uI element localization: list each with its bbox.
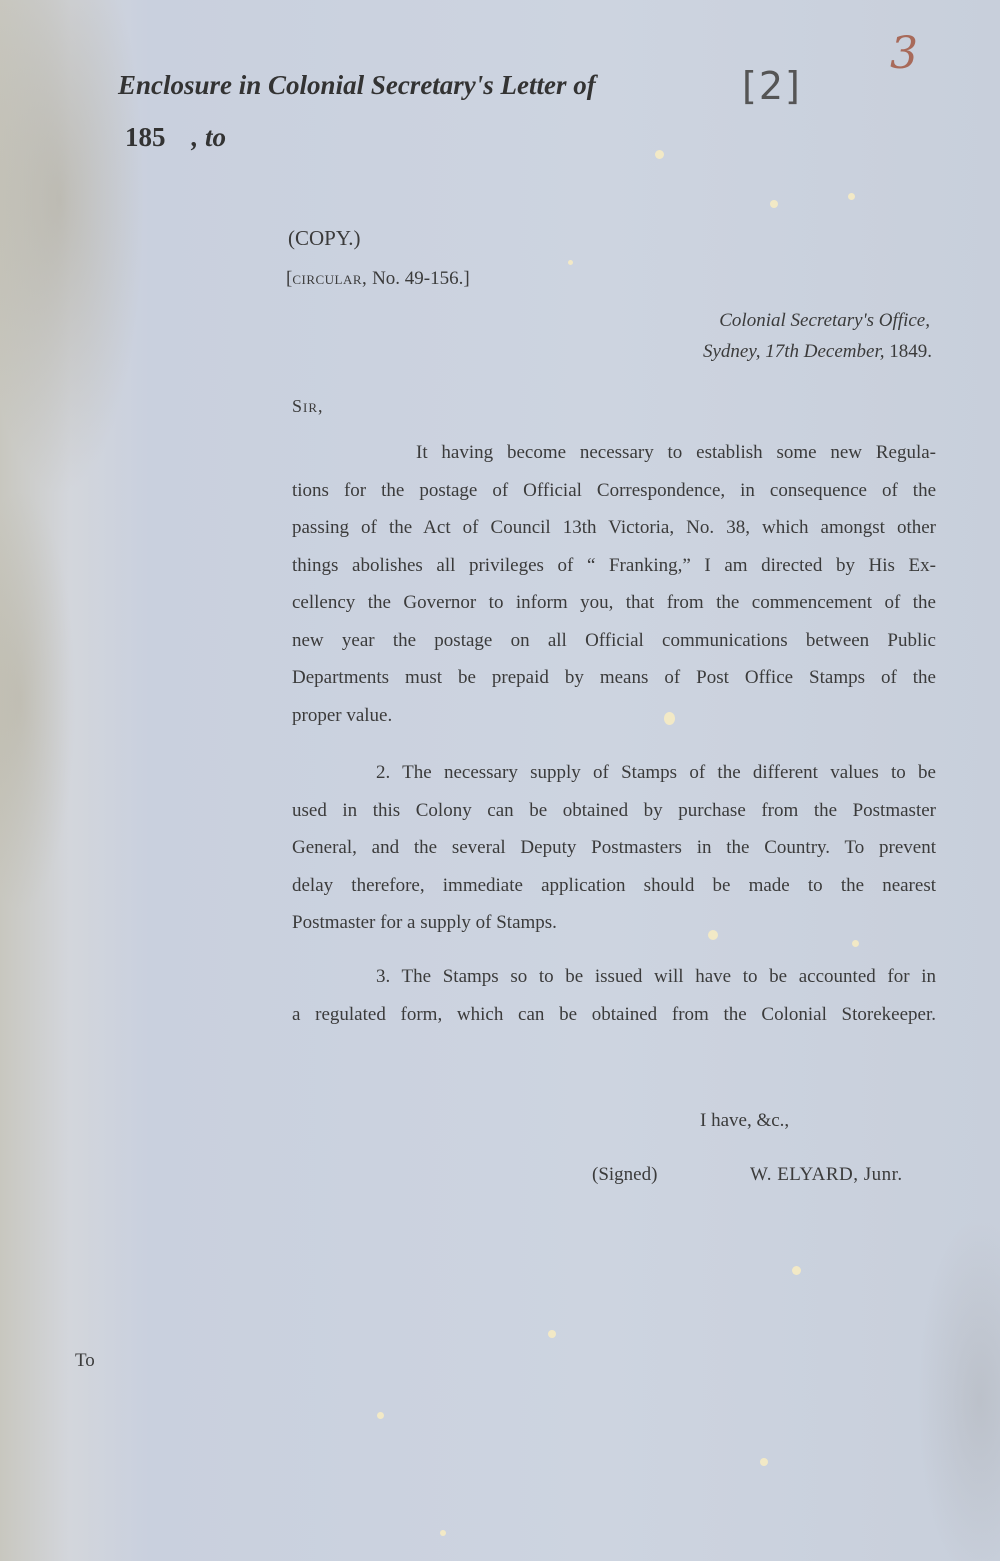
signatory-name: W. ELYARD, Junr. (750, 1164, 903, 1185)
copy-label: (COPY.) (288, 226, 361, 250)
date-month: December, (803, 341, 885, 362)
paper-speck (568, 260, 573, 265)
paragraph-line: tions for the postage of Official Correspondence, in consequence of the (292, 479, 936, 501)
paper-speck (848, 193, 855, 200)
paragraph-line: a regulated form, which can be obtained from the Colonial Storekeeper. (292, 1003, 936, 1025)
paragraph-line: It having become necessary to establish some new Regula- (416, 442, 936, 463)
paragraph-line: General, and the several Deputy Postmasters in the Country. To prevent (292, 837, 936, 858)
circular-kind: circular, (292, 268, 368, 289)
salutation: Sir, (292, 396, 324, 416)
paper-speck (792, 1266, 801, 1275)
paragraph-3 (292, 958, 936, 1033)
to-word: , to (191, 122, 227, 152)
circular-reference (286, 268, 470, 290)
paragraph-line: 2. The necessary supply of Stamps of the different values to be (376, 762, 936, 783)
enclosure-heading: Enclosure in Colonial Secretary's Letter of (118, 70, 596, 100)
paragraph-1 (292, 434, 936, 734)
year-prefix: 185 (125, 122, 166, 152)
enclosure-subheading (125, 122, 226, 153)
paragraph-line: used in this Colony can be obtained by purchase from the Postmaster (292, 799, 936, 821)
signed-label: (Signed) (592, 1164, 658, 1185)
circular-number: No. 49-156.] (367, 268, 470, 289)
paragraph-line: Postmaster for a supply of Stamps. (292, 912, 557, 933)
paper-speck (760, 1458, 768, 1466)
date-year: 1849. (889, 341, 932, 362)
folio-number-bracketed: [2] (742, 64, 802, 108)
paragraph-line: 3. The Stamps so to be issued will have to be accounted for in (376, 966, 936, 987)
paragraph-2 (292, 754, 936, 942)
paragraph-line: passing of the Act of Council 13th Victoria, No. 38, which amongst other (292, 517, 936, 538)
closing-line: I have, &c., (700, 1110, 790, 1131)
paragraph-line: proper value. (292, 704, 393, 726)
date-line (703, 341, 932, 363)
paragraph-line: new year the postage on all Official communications between Public (292, 629, 936, 651)
addressee-to-label: To (75, 1350, 95, 1371)
circular-open-bracket: [ (286, 268, 293, 289)
paragraph-line: Departments must be prepaid by means of Post Office Stamps of the (292, 667, 936, 688)
paragraph-line: things abolishes all privileges of “ Franking,” I am directed by His Ex- (292, 554, 936, 576)
paper-speck (655, 150, 664, 159)
date-day: 17th (765, 341, 800, 362)
paragraph-line: delay therefore, immediate application should be made to the nearest (292, 874, 936, 896)
paper-speck (440, 1530, 446, 1536)
date-place: Sydney, (702, 341, 761, 362)
paper-speck (548, 1330, 556, 1338)
paper-speck (770, 200, 778, 208)
office-line: Colonial Secretary's Office, (719, 310, 930, 331)
folio-number-red: 3 (890, 28, 918, 79)
paper-speck (377, 1412, 384, 1419)
paragraph-line: cellency the Governor to inform you, that from the commencement of the (292, 592, 936, 613)
